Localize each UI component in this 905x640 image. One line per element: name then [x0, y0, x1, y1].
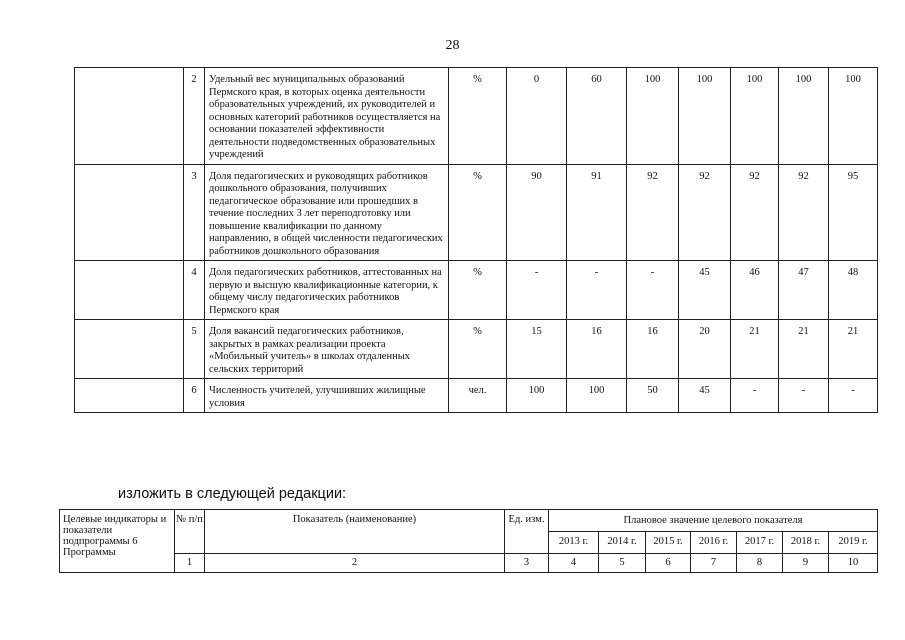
row-number: 5 — [184, 320, 205, 379]
value-cell: 50 — [627, 379, 679, 413]
unit-cell: % — [449, 68, 507, 165]
indicator-name: Доля педагогических и руководящих работников дошкольного образования, получивших педагогическое образование или прошедших в течение последних 3 лет переподготовку или повышение квалификации по данному направлению, в общей численности педагогических работников дошкольного образования — [205, 164, 449, 261]
value-cell: 100 — [627, 68, 679, 165]
value-cell: - — [779, 379, 829, 413]
value-cell: 60 — [567, 68, 627, 165]
year-header: 2013 г. — [549, 532, 599, 554]
header-row-number: № п/п — [175, 510, 205, 554]
table-row — [75, 164, 878, 261]
indicator-name: Доля вакансий педагогических работников, закрытых в рамках реализации проекта «Мобильный учитель» в школах отдаленных сельских территорий — [205, 320, 449, 379]
value-cell: 0 — [507, 68, 567, 165]
year-header: 2018 г. — [783, 532, 829, 554]
empty-cell — [75, 68, 184, 165]
year-header: 2015 г. — [646, 532, 691, 554]
header-planned-value: Плановое значение целевого показателя — [549, 510, 878, 532]
value-cell: 16 — [567, 320, 627, 379]
value-cell: 100 — [779, 68, 829, 165]
indicator-name: Численность учителей, улучшивших жилищные условия — [205, 379, 449, 413]
unit-cell: % — [449, 164, 507, 261]
value-cell: 100 — [679, 68, 731, 165]
column-number: 5 — [599, 554, 646, 573]
value-cell: 100 — [567, 379, 627, 413]
intro-text: изложить в следующей редакции: — [118, 486, 347, 502]
column-number: 7 — [691, 554, 737, 573]
value-cell: - — [829, 379, 878, 413]
table-row — [75, 379, 878, 413]
value-cell: 20 — [679, 320, 731, 379]
header-unit: Ед. изм. — [505, 510, 549, 554]
value-cell: 92 — [779, 164, 829, 261]
value-cell: 100 — [829, 68, 878, 165]
indicators-table-continued — [74, 67, 878, 413]
value-cell: 92 — [679, 164, 731, 261]
table-row — [75, 320, 878, 379]
value-cell: 47 — [779, 261, 829, 320]
column-number: 6 — [646, 554, 691, 573]
column-number: 8 — [737, 554, 783, 573]
indicators-table-header — [59, 509, 878, 573]
indicator-name: Удельный вес муниципальных образований Пермского края, в которых оценка деятельности образовательных учреждений, их руководителей и основных категорий работников осуществляется на основании показателей эффективности деятельности подведомственных образовательных учреждений — [205, 68, 449, 165]
empty-cell — [75, 164, 184, 261]
unit-cell: % — [449, 320, 507, 379]
value-cell: 21 — [829, 320, 878, 379]
row-number: 6 — [184, 379, 205, 413]
value-cell: 95 — [829, 164, 878, 261]
column-number: 2 — [205, 554, 505, 573]
value-cell: 45 — [679, 261, 731, 320]
value-cell: - — [627, 261, 679, 320]
value-cell: 92 — [627, 164, 679, 261]
value-cell: 46 — [731, 261, 779, 320]
header-indicator-name: Показатель (наименование) — [205, 510, 505, 554]
unit-cell: % — [449, 261, 507, 320]
value-cell: 21 — [779, 320, 829, 379]
column-number: 10 — [829, 554, 878, 573]
row-number: 2 — [184, 68, 205, 165]
value-cell: 100 — [731, 68, 779, 165]
row-number: 3 — [184, 164, 205, 261]
empty-cell — [75, 379, 184, 413]
empty-cell — [75, 320, 184, 379]
value-cell: 91 — [567, 164, 627, 261]
column-number: 4 — [549, 554, 599, 573]
header-target-indicators: Целевые индикаторы и показатели подпрограммы 6 Программы — [60, 510, 175, 573]
value-cell: 15 — [507, 320, 567, 379]
value-cell: 100 — [507, 379, 567, 413]
indicator-name: Доля педагогических работников, аттестованных на первую и высшую квалификационные категории, к общему числу педагогических работников Пермского края — [205, 261, 449, 320]
value-cell: - — [731, 379, 779, 413]
value-cell: 90 — [507, 164, 567, 261]
row-number: 4 — [184, 261, 205, 320]
value-cell: 92 — [731, 164, 779, 261]
year-header: 2017 г. — [737, 532, 783, 554]
unit-cell: чел. — [449, 379, 507, 413]
year-header: 2014 г. — [599, 532, 646, 554]
year-header: 2016 г. — [691, 532, 737, 554]
value-cell: 21 — [731, 320, 779, 379]
year-header: 2019 г. — [829, 532, 878, 554]
value-cell: - — [567, 261, 627, 320]
table-row — [75, 68, 878, 165]
column-number: 1 — [175, 554, 205, 573]
empty-cell — [75, 261, 184, 320]
value-cell: - — [507, 261, 567, 320]
value-cell: 45 — [679, 379, 731, 413]
table-row — [75, 261, 878, 320]
value-cell: 16 — [627, 320, 679, 379]
column-number: 3 — [505, 554, 549, 573]
column-number: 9 — [783, 554, 829, 573]
value-cell: 48 — [829, 261, 878, 320]
page-number: 28 — [445, 38, 460, 53]
